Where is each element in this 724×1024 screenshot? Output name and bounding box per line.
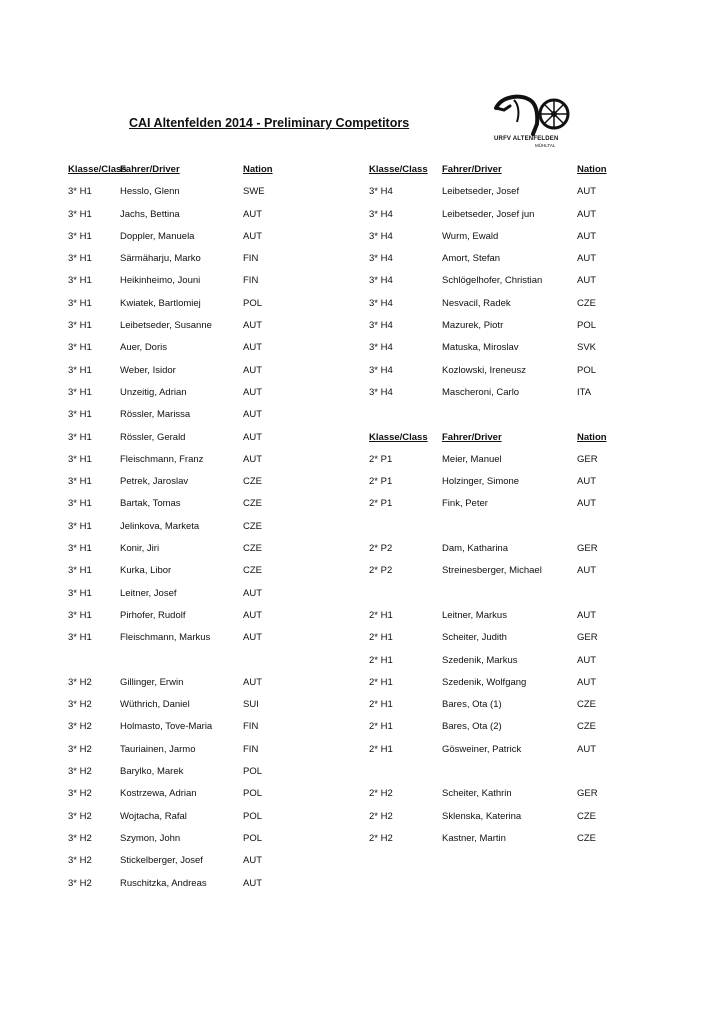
cell-fahrer: Konir, Jiri bbox=[120, 543, 160, 555]
table-row bbox=[369, 226, 669, 248]
cell-klasse: 3* H1 bbox=[68, 587, 92, 599]
cell-fahrer: Leitner, Josef bbox=[120, 587, 177, 599]
cell-klasse: 3* H1 bbox=[68, 386, 92, 398]
table-row bbox=[369, 493, 669, 515]
cell-nation: AUT bbox=[577, 654, 596, 666]
cell-nation: FIN bbox=[243, 721, 259, 733]
cell-fahrer: Amort, Stefan bbox=[442, 253, 501, 265]
header-fahrer: Fahrer/Driver bbox=[442, 164, 502, 175]
cell-klasse: 3* H2 bbox=[68, 788, 92, 800]
table-row bbox=[68, 226, 328, 248]
table-row bbox=[68, 694, 328, 716]
cell-fahrer: Barylko, Marek bbox=[120, 766, 184, 778]
cell-klasse: 3* H1 bbox=[68, 520, 92, 532]
cell-fahrer: Kwiatek, Bartlomiej bbox=[120, 297, 201, 309]
table-row bbox=[68, 516, 328, 538]
table-row bbox=[369, 694, 669, 716]
cell-nation: AUT bbox=[577, 186, 596, 198]
cell-nation: AUT bbox=[243, 632, 262, 644]
cell-nation: CZE bbox=[243, 498, 262, 510]
cell-nation: AUT bbox=[243, 208, 262, 220]
cell-nation: AUT bbox=[243, 409, 262, 421]
cell-nation: GER bbox=[577, 632, 598, 644]
table-row bbox=[369, 360, 669, 382]
cell-klasse: 3* H1 bbox=[68, 230, 92, 242]
table-row bbox=[369, 404, 669, 426]
cell-fahrer: Wüthrich, Daniel bbox=[120, 699, 190, 711]
cell-fahrer: Petrek, Jaroslav bbox=[120, 476, 189, 488]
cell-fahrer: Ruschitzka, Andreas bbox=[120, 877, 207, 889]
cell-klasse: 3* H4 bbox=[369, 342, 393, 354]
cell-klasse: 3* H4 bbox=[369, 253, 393, 265]
cell-fahrer: Stickelberger, Josef bbox=[120, 855, 203, 867]
cell-klasse: 2* H2 bbox=[369, 788, 393, 800]
cell-nation: POL bbox=[243, 788, 263, 800]
cell-klasse: 3* H4 bbox=[369, 364, 393, 376]
cell-nation: POL bbox=[577, 364, 597, 376]
cell-klasse: 2* H1 bbox=[369, 743, 393, 755]
cell-fahrer: Heikinheimo, Jouni bbox=[120, 275, 201, 287]
table-row bbox=[68, 270, 328, 292]
table-row bbox=[369, 828, 669, 850]
header-nation: Nation bbox=[577, 431, 607, 443]
cell-klasse: 3* H1 bbox=[68, 253, 92, 265]
cell-nation: AUT bbox=[577, 609, 596, 621]
table-row bbox=[68, 672, 328, 694]
cell-nation: AUT bbox=[243, 855, 262, 867]
table-row bbox=[68, 627, 328, 649]
table-row bbox=[369, 583, 669, 605]
cell-nation: CZE bbox=[577, 810, 596, 822]
cell-fahrer: Leibetseder, Josef jun bbox=[442, 208, 535, 220]
left-competitor-table bbox=[68, 159, 328, 895]
cell-nation: AUT bbox=[243, 342, 262, 354]
cell-nation: AUT bbox=[577, 498, 596, 510]
cell-fahrer: Auer, Doris bbox=[120, 342, 167, 354]
table-row bbox=[68, 204, 328, 226]
header-nation: Nation bbox=[577, 164, 607, 175]
table-row bbox=[68, 248, 328, 270]
table-row bbox=[68, 404, 328, 426]
cell-fahrer: Leitner, Markus bbox=[442, 609, 507, 621]
table-row bbox=[369, 783, 669, 805]
cell-fahrer: Mascheroni, Carlo bbox=[442, 386, 520, 398]
cell-klasse: 3* H4 bbox=[369, 386, 393, 398]
table-row bbox=[68, 293, 328, 315]
cell-fahrer: Kurka, Libor bbox=[120, 565, 172, 577]
header-fahrer: Fahrer/Driver bbox=[120, 164, 180, 175]
header-nation: Nation bbox=[243, 164, 273, 175]
cell-klasse: 3* H4 bbox=[369, 297, 393, 309]
cell-klasse: 3* H1 bbox=[68, 364, 92, 376]
cell-klasse: 2* H1 bbox=[369, 632, 393, 644]
cell-nation: CZE bbox=[243, 565, 262, 577]
table-row bbox=[369, 538, 669, 560]
cell-klasse: 3* H1 bbox=[68, 275, 92, 287]
cell-nation: POL bbox=[243, 810, 263, 822]
table-row bbox=[68, 538, 328, 560]
cell-nation: SUI bbox=[243, 699, 259, 711]
cell-nation: AUT bbox=[577, 476, 596, 488]
cell-nation: SVK bbox=[577, 342, 597, 354]
cell-klasse: 2* P1 bbox=[369, 476, 393, 488]
table-header-second bbox=[369, 427, 669, 449]
cell-klasse: 2* H1 bbox=[369, 699, 393, 711]
cell-fahrer: Kozlowski, Ireneusz bbox=[442, 364, 526, 376]
cell-nation: AUT bbox=[577, 230, 596, 242]
table-row bbox=[68, 560, 328, 582]
table-row bbox=[369, 560, 669, 582]
club-logo bbox=[490, 94, 572, 150]
table-row bbox=[369, 761, 669, 783]
cell-fahrer: Weber, Isidor bbox=[120, 364, 176, 376]
table-row bbox=[369, 382, 669, 404]
cell-klasse: 3* H2 bbox=[68, 699, 92, 711]
header-klasse: Klasse/Class bbox=[369, 431, 428, 443]
cell-fahrer: Dam, Katharina bbox=[442, 543, 509, 555]
table-row bbox=[68, 493, 328, 515]
cell-fahrer: Holmasto, Tove-Maria bbox=[120, 721, 213, 733]
table-row bbox=[68, 605, 328, 627]
cell-nation: AUT bbox=[243, 453, 262, 465]
cell-fahrer: Nesvacil, Radek bbox=[442, 297, 511, 309]
cell-fahrer: Pirhofer, Rudolf bbox=[120, 609, 186, 621]
cell-fahrer: Schlögelhofer, Christian bbox=[442, 275, 543, 287]
cell-nation: AUT bbox=[243, 364, 262, 376]
cell-fahrer: Sklenska, Katerina bbox=[442, 810, 522, 822]
document-title: CAI Altenfelden 2014 - Preliminary Competitors bbox=[129, 116, 410, 130]
cell-klasse: 3* H2 bbox=[68, 855, 92, 867]
table-row bbox=[68, 873, 328, 895]
cell-klasse: 2* H1 bbox=[369, 676, 393, 688]
cell-nation: GER bbox=[577, 453, 598, 465]
cell-nation: POL bbox=[243, 832, 263, 844]
cell-klasse: 3* H1 bbox=[68, 208, 92, 220]
cell-fahrer: Gillinger, Erwin bbox=[120, 676, 184, 688]
cell-nation: AUT bbox=[243, 676, 262, 688]
cell-nation: CZE bbox=[577, 721, 596, 733]
cell-klasse: 2* H2 bbox=[369, 810, 393, 822]
cell-klasse: 3* H4 bbox=[369, 275, 393, 287]
cell-klasse: 2* P2 bbox=[369, 565, 393, 577]
cell-fahrer: Meier, Manuel bbox=[442, 453, 502, 465]
table-row bbox=[68, 360, 328, 382]
table-row bbox=[68, 739, 328, 761]
cell-fahrer: Kastner, Martin bbox=[442, 832, 506, 844]
cell-fahrer: Doppler, Manuela bbox=[120, 230, 195, 242]
cell-klasse: 3* H4 bbox=[369, 230, 393, 242]
header-klasse: Klasse/Class bbox=[68, 164, 127, 175]
header-fahrer: Fahrer/Driver bbox=[442, 431, 502, 443]
table-row bbox=[369, 739, 669, 761]
cell-nation: GER bbox=[577, 543, 598, 555]
table-row bbox=[68, 850, 328, 872]
logo-brand-text: URFV ALTENFELDEN bbox=[494, 136, 559, 142]
cell-klasse: 3* H1 bbox=[68, 453, 92, 465]
table-header bbox=[369, 159, 669, 181]
cell-fahrer: Streinesberger, Michael bbox=[442, 565, 542, 577]
cell-klasse: 2* P2 bbox=[369, 543, 393, 555]
cell-nation: POL bbox=[243, 766, 263, 778]
cell-nation: ITA bbox=[577, 386, 592, 398]
cell-nation: FIN bbox=[243, 253, 259, 265]
cell-fahrer: Gösweiner, Patrick bbox=[442, 743, 522, 755]
cell-nation: AUT bbox=[577, 208, 596, 220]
cell-klasse: 3* H1 bbox=[68, 320, 92, 332]
cell-klasse: 3* H4 bbox=[369, 320, 393, 332]
cell-fahrer: Fleischmann, Franz bbox=[120, 453, 204, 465]
table-row bbox=[68, 828, 328, 850]
cell-nation: CZE bbox=[577, 297, 596, 309]
cell-fahrer: Kostrzewa, Adrian bbox=[120, 788, 197, 800]
cell-nation: AUT bbox=[577, 253, 596, 265]
cell-fahrer: Leibetseder, Josef bbox=[442, 186, 520, 198]
cell-fahrer: Holzinger, Simone bbox=[442, 476, 520, 488]
cell-fahrer: Rössler, Marissa bbox=[120, 409, 191, 421]
table-row bbox=[369, 293, 669, 315]
cell-fahrer: Tauriainen, Jarmo bbox=[120, 743, 196, 755]
cell-klasse: 3* H2 bbox=[68, 743, 92, 755]
cell-fahrer: Matuska, Miroslav bbox=[442, 342, 519, 354]
cell-nation: FIN bbox=[243, 275, 259, 287]
cell-klasse: 3* H1 bbox=[68, 186, 92, 198]
table-row bbox=[369, 337, 669, 359]
cell-klasse: 3* H2 bbox=[68, 877, 92, 889]
table-row bbox=[369, 315, 669, 337]
cell-fahrer: Unzeitig, Adrian bbox=[120, 386, 187, 398]
cell-nation: AUT bbox=[243, 431, 262, 443]
cell-fahrer: Scheiter, Kathrin bbox=[442, 788, 512, 800]
cell-nation: CZE bbox=[243, 520, 262, 532]
cell-fahrer: Fink, Peter bbox=[442, 498, 488, 510]
cell-klasse: 3* H4 bbox=[369, 186, 393, 198]
cell-klasse: 3* H1 bbox=[68, 498, 92, 510]
cell-fahrer: Szedenik, Wolfgang bbox=[442, 676, 527, 688]
cell-klasse: 3* H4 bbox=[369, 208, 393, 220]
cell-klasse: 3* H2 bbox=[68, 676, 92, 688]
table-row bbox=[369, 181, 669, 203]
cell-fahrer: Szymon, John bbox=[120, 832, 181, 844]
table-header bbox=[68, 159, 328, 181]
table-row bbox=[68, 650, 328, 672]
table-row bbox=[68, 382, 328, 404]
cell-fahrer: Fleischmann, Markus bbox=[120, 632, 211, 644]
table-row bbox=[68, 783, 328, 805]
cell-nation: CZE bbox=[577, 832, 596, 844]
cell-klasse: 2* H1 bbox=[369, 609, 393, 621]
cell-fahrer: Bartak, Tomas bbox=[120, 498, 181, 510]
cell-nation: AUT bbox=[243, 320, 262, 332]
table-row bbox=[68, 337, 328, 359]
table-row bbox=[369, 248, 669, 270]
table-row bbox=[68, 471, 328, 493]
cell-nation: POL bbox=[577, 320, 597, 332]
cell-klasse: 3* H1 bbox=[68, 565, 92, 577]
cell-nation: AUT bbox=[243, 609, 262, 621]
cell-fahrer: Jachs, Bettina bbox=[120, 208, 180, 220]
cell-nation: AUT bbox=[577, 565, 596, 577]
cell-klasse: 3* H2 bbox=[68, 810, 92, 822]
table-row bbox=[68, 583, 328, 605]
table-row bbox=[68, 806, 328, 828]
table-row bbox=[369, 605, 669, 627]
table-row bbox=[68, 427, 328, 449]
cell-fahrer: Wurm, Ewald bbox=[442, 230, 499, 242]
cell-nation: AUT bbox=[577, 676, 596, 688]
cell-nation: CZE bbox=[243, 543, 262, 555]
cell-nation: CZE bbox=[243, 476, 262, 488]
table-row bbox=[68, 181, 328, 203]
cell-fahrer: Rössler, Gerald bbox=[120, 431, 186, 443]
cell-klasse: 2* P1 bbox=[369, 498, 393, 510]
cell-klasse: 3* H1 bbox=[68, 609, 92, 621]
table-row bbox=[369, 471, 669, 493]
cell-nation: AUT bbox=[243, 587, 262, 599]
table-row bbox=[68, 761, 328, 783]
cell-nation: FIN bbox=[243, 743, 259, 755]
cell-nation: GER bbox=[577, 788, 598, 800]
cell-klasse: 3* H2 bbox=[68, 766, 92, 778]
cell-nation: SWE bbox=[243, 186, 265, 198]
cell-nation: AUT bbox=[243, 230, 262, 242]
cell-klasse: 3* H2 bbox=[68, 721, 92, 733]
table-row bbox=[369, 650, 669, 672]
cell-fahrer: Mazurek, Piotr bbox=[442, 320, 504, 332]
right-competitor-table bbox=[369, 159, 669, 850]
cell-klasse: 3* H1 bbox=[68, 476, 92, 488]
table-row bbox=[369, 204, 669, 226]
cell-fahrer: Hesslo, Glenn bbox=[120, 186, 180, 198]
cell-klasse: 3* H2 bbox=[68, 832, 92, 844]
cell-klasse: 3* H1 bbox=[68, 342, 92, 354]
table-row bbox=[369, 449, 669, 471]
cell-nation: POL bbox=[243, 297, 263, 309]
cell-nation: AUT bbox=[577, 275, 596, 287]
table-row bbox=[369, 516, 669, 538]
cell-fahrer: Scheiter, Judith bbox=[442, 632, 507, 644]
cell-nation: AUT bbox=[243, 877, 262, 889]
table-row bbox=[68, 449, 328, 471]
logo-sub-text: MÜHLTAL bbox=[535, 143, 556, 148]
cell-fahrer: Jelinkova, Marketa bbox=[120, 520, 200, 532]
cell-klasse: 3* H1 bbox=[68, 543, 92, 555]
table-row bbox=[68, 315, 328, 337]
cell-klasse: 3* H1 bbox=[68, 431, 92, 443]
cell-klasse: 2* H2 bbox=[369, 832, 393, 844]
cell-fahrer: Leibetseder, Susanne bbox=[120, 320, 212, 332]
cell-klasse: 2* H1 bbox=[369, 721, 393, 733]
cell-fahrer: Wojtacha, Rafal bbox=[120, 810, 187, 822]
horse-wheel-icon bbox=[490, 94, 572, 138]
cell-nation: AUT bbox=[577, 743, 596, 755]
cell-nation: CZE bbox=[577, 699, 596, 711]
cell-fahrer: Bares, Ota (1) bbox=[442, 699, 502, 711]
cell-klasse: 3* H1 bbox=[68, 409, 92, 421]
table-row bbox=[369, 627, 669, 649]
header-klasse: Klasse/Class bbox=[369, 164, 428, 175]
cell-klasse: 2* P1 bbox=[369, 453, 393, 465]
table-row bbox=[68, 716, 328, 738]
cell-fahrer: Szedenik, Markus bbox=[442, 654, 518, 666]
table-row bbox=[369, 270, 669, 292]
table-row bbox=[369, 672, 669, 694]
cell-klasse: 3* H1 bbox=[68, 297, 92, 309]
cell-fahrer: Särmäharju, Marko bbox=[120, 253, 201, 265]
cell-nation: AUT bbox=[243, 386, 262, 398]
cell-klasse: 2* H1 bbox=[369, 654, 393, 666]
table-row bbox=[369, 716, 669, 738]
table-row bbox=[369, 806, 669, 828]
cell-klasse: 3* H1 bbox=[68, 632, 92, 644]
cell-fahrer: Bares, Ota (2) bbox=[442, 721, 502, 733]
